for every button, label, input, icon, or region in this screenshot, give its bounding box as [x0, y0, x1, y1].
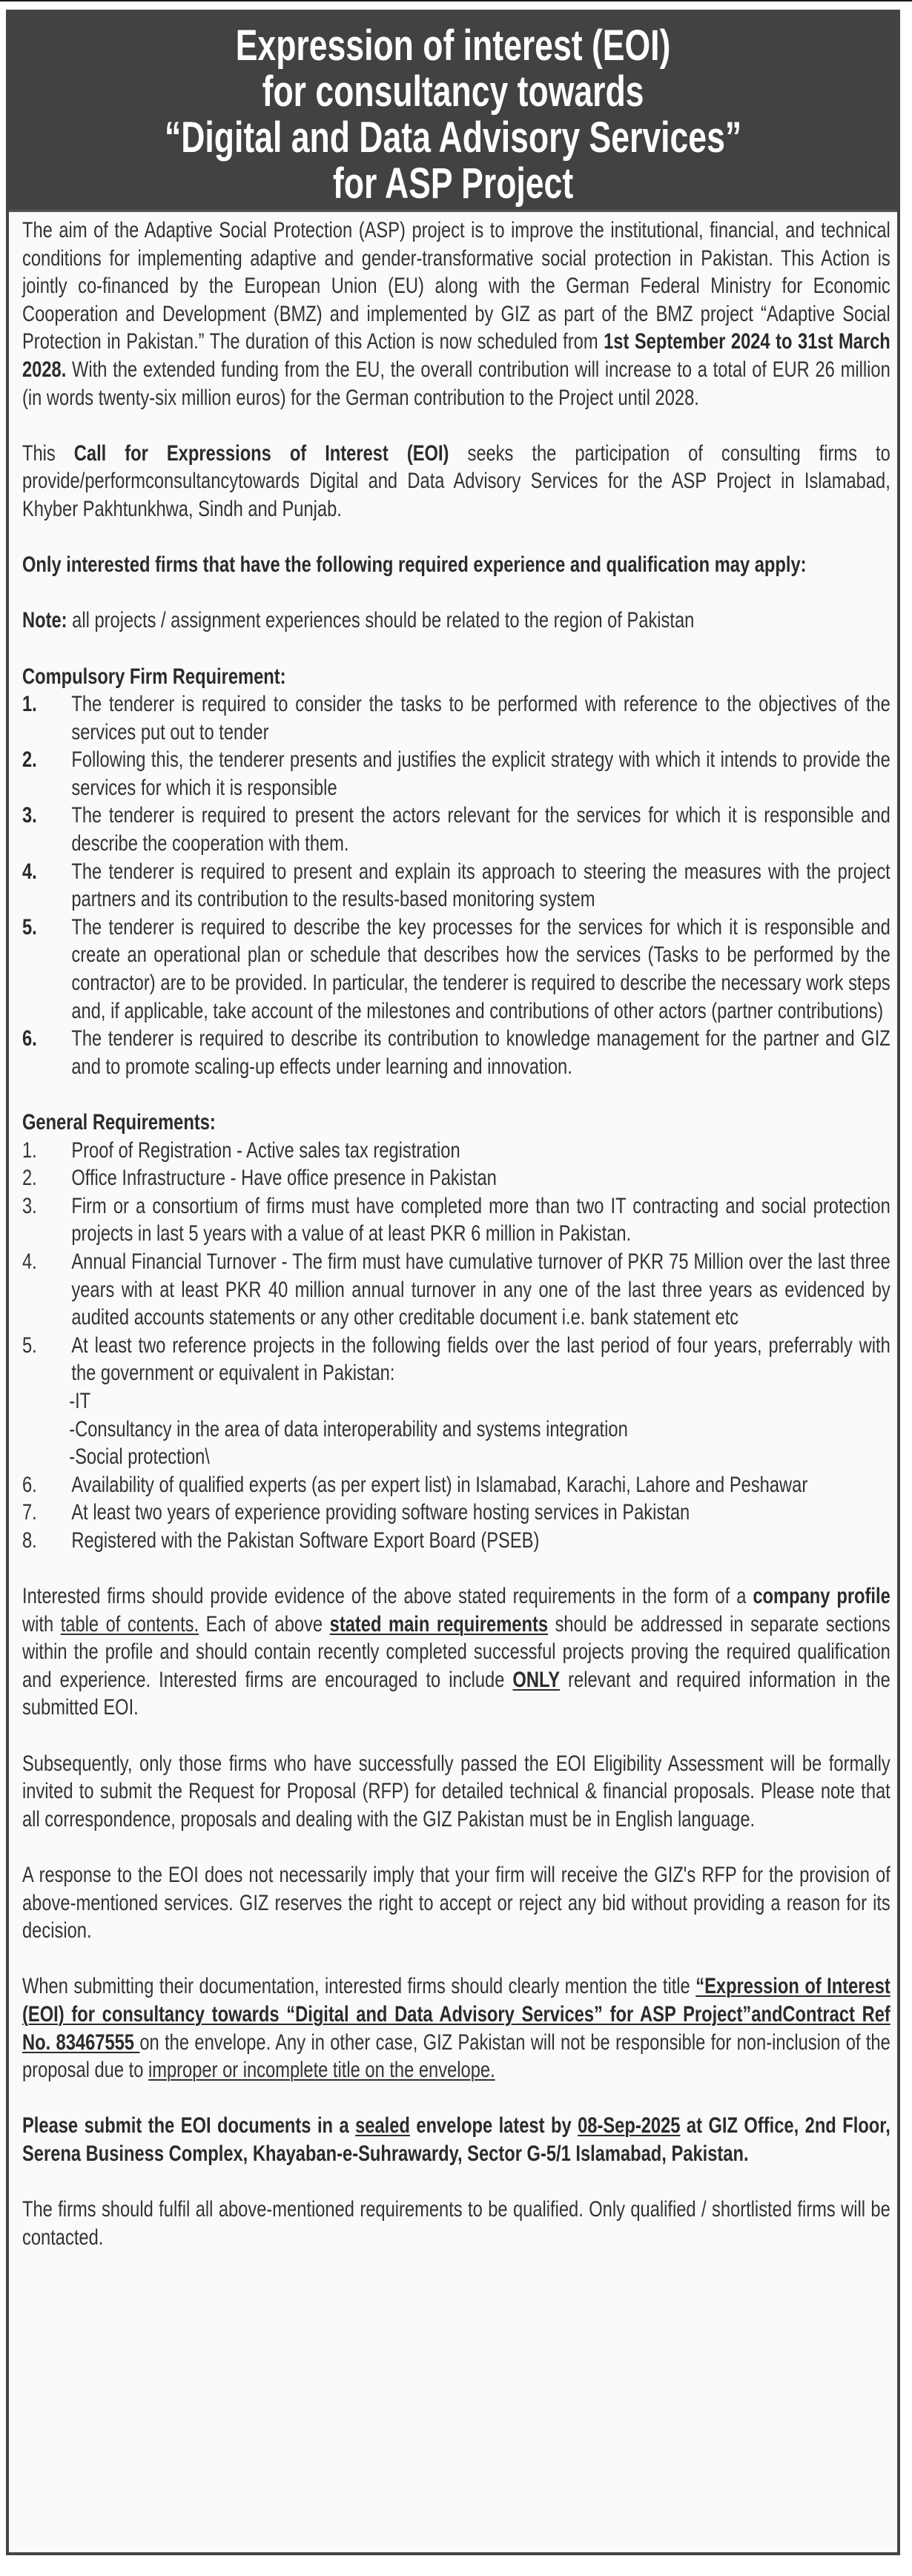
- list-item: [22, 1332, 890, 1471]
- list-item: [22, 1025, 890, 1080]
- eoi-notice: [6, 10, 900, 2555]
- evidence-text: Interested firms should provide evidence of the above stated requirements in the form of a: [22, 1584, 753, 1609]
- submission-paragraph: [22, 2112, 890, 2167]
- item-number: 4.: [22, 1249, 37, 1274]
- item-text: The tenderer is required to consider the tasks to be performed with reference to the objectives of the services put out to tender: [71, 692, 890, 744]
- item-number: 1.: [22, 1137, 37, 1163]
- closing-paragraph: The firms should fulfil all above-mentioned requirements to be qualified. Only qualified / shortlisted firms will be contacted.: [22, 2197, 890, 2250]
- response-paragraph: A response to the EOI does not necessarily imply that your firm will receive the GIZ's RFP for the provision of above-mentioned services. GIZ reserves the right to accept or reject any bid without providing a reason for its decision.: [22, 1863, 890, 1943]
- notice-body-content: [22, 217, 890, 2251]
- item-number: 3.: [22, 1193, 37, 1218]
- item-number: 1.: [22, 692, 37, 717]
- title-line: “Digital and Data Advisory Services”: [164, 113, 742, 162]
- list-item: [22, 802, 890, 857]
- item-text: The tenderer is required to present and explain its approach to steering the measures with the project partners and its contribution to the results-based monitoring system: [71, 859, 890, 912]
- compulsory-list: [22, 690, 890, 1080]
- submission-address: at GIZ Office, 2nd Floor, Serena Business Complex, Khayaban-e-Suhrawardy, Sector G-5/1 Islamabad, Pakistan.: [22, 2113, 890, 2166]
- note-paragraph: [22, 607, 890, 635]
- reference-field: -Consultancy in the area of data interoperability and systems integration: [69, 1416, 628, 1441]
- project-duration: 1st September 2024 to 31st March 2028.: [22, 329, 890, 382]
- reference-fields: [71, 1387, 890, 1471]
- list-item: [22, 858, 890, 914]
- reference-field: -Social protection\: [69, 1444, 210, 1470]
- company-profile-emphasis: company profile: [753, 1584, 890, 1609]
- reference-field: -IT: [69, 1388, 91, 1413]
- item-text: The tenderer is required to describe the key processes for the services for which it is responsible and create an operational plan or schedule that describes how the services (Tasks to be performed by the contractor) are to be provided. In particular, the tenderer is required to describe the necessary work steps and, if applicable, take account of the milestones and contributions of other actors (partner contributions): [71, 914, 890, 1023]
- intro-text: The aim of the Adaptive Social Protection (ASP) project is to improve the institutional, financial, and technical conditions for implementing adaptive and gender-transformative social protection in Pakistan. This Action is jointly co-financed by the European Union (EU) along with the German Federal Ministry for Economic Cooperation and Development (BMZ) and implemented by GIZ as part of the BMZ project “Adaptive Social Protection in Pakistan.” The duration of this Action is now scheduled from: [22, 218, 890, 354]
- note-label: Note:: [22, 608, 67, 633]
- general-list: [22, 1137, 890, 1555]
- item-number: 8.: [22, 1528, 37, 1553]
- subsequently-paragraph: Subsequently, only those firms who have successfully passed the EOI Eligibility Assessment will be formally invited to submit the Request for Proposal (RFP) for detailed technical & financial proposals. Please note that all correspondence, proposals and dealing with the GIZ Pakistan must be in English language.: [22, 1751, 890, 1832]
- list-item: [22, 690, 890, 746]
- item-number: 2.: [22, 1166, 37, 1191]
- item-number: 3.: [22, 803, 37, 828]
- title-line: for consultancy towards: [262, 67, 644, 116]
- notice-title: [9, 23, 897, 207]
- list-item: [22, 746, 890, 802]
- item-text: The tenderer is required to describe its contribution to knowledge management for the partner and GIZ and to promote scaling-up effects under learning and innovation.: [71, 1026, 890, 1079]
- list-item: [22, 1164, 890, 1192]
- evidence-text: with: [22, 1611, 61, 1637]
- item-text: Office Infrastructure - Have office presence in Pakistan: [71, 1166, 497, 1191]
- evidence-text: relevant and required information in the submitted EOI.: [22, 1667, 890, 1720]
- item-number: 7.: [22, 1500, 37, 1525]
- notice-header: [9, 13, 897, 210]
- item-number: 5.: [22, 914, 37, 939]
- evidence-paragraph: [22, 1582, 890, 1722]
- call-title: Call for Expressions of Interest (EOI): [73, 440, 449, 466]
- top-rule: [0, 0, 912, 1]
- intro-text-continued: With the extended funding from the EU, the overall contribution will increase to a total of EUR 26 million (in words twenty-six million euros) for the German contribution to the Project until 2028.: [22, 357, 890, 410]
- item-text: Proof of Registration - Active sales tax registration: [71, 1137, 460, 1163]
- list-item: [22, 914, 890, 1025]
- call-paragraph: [22, 440, 890, 524]
- call-text: seeks the participation of consulting firms to provide/performconsultancytowards Digital and Data Advisory Services for the ASP Project in Islamabad, Khyber Pakhtunkhwa, Sindh and Punjab.: [22, 440, 890, 521]
- only-emphasis: ONLY: [512, 1667, 561, 1692]
- envelope-paragraph: [22, 1972, 890, 2084]
- evidence-text: Each of above: [199, 1611, 330, 1637]
- submission-text: envelope latest by: [409, 2113, 578, 2139]
- envelope-text: on the envelope. Any in other case, GIZ Pakistan will not be responsible for non-inclusion of the proposal due to: [22, 2030, 890, 2083]
- notice-body: [9, 210, 897, 2552]
- item-text: Registered with the Pakistan Software Export Board (PSEB): [71, 1528, 540, 1553]
- item-number: 2.: [22, 747, 37, 773]
- sealed-emphasis: sealed: [355, 2113, 410, 2139]
- submission-text: Please submit the EOI documents in a: [22, 2113, 356, 2139]
- list-item: [22, 1248, 890, 1332]
- compulsory-heading: Compulsory Firm Requirement:: [22, 664, 286, 689]
- envelope-text: When submitting their documentation, interested firms should clearly mention the title: [22, 1974, 696, 1999]
- list-item: [22, 1192, 890, 1248]
- list-item: [22, 1137, 890, 1165]
- item-text: Annual Financial Turnover - The firm must have cumulative turnover of PKR 75 Million over the last three years with at least PKR 40 million annual turnover in any one of the last three years as evidenced by audited accounts statements or any other creditable document i.e. bank statement etc: [71, 1249, 890, 1330]
- evidence-text: should be addressed in separate sections within the profile and should contain recently completed successful projects proving the required qualification and experience. Interested firms are encouraged to include: [22, 1611, 890, 1692]
- eligibility-statement: Only interested firms that have the following required experience and qualification may apply:: [22, 552, 807, 578]
- item-number: 5.: [22, 1332, 37, 1358]
- item-text: Availability of qualified experts (as per expert list) in Islamabad, Karachi, Lahore and Peshawar: [71, 1472, 808, 1497]
- item-text: The tenderer is required to present the actors relevant for the services for which it is responsible and describe the cooperation with them.: [71, 803, 890, 856]
- item-text: Following this, the tenderer presents and justifies the explicit strategy with which it intends to provide the services for which it is responsible: [71, 747, 890, 800]
- improper-title-emphasis: improper or incomplete title on the envelope.: [148, 2058, 495, 2083]
- list-item: [22, 1471, 890, 1499]
- list-item: [22, 1499, 890, 1527]
- item-number: 4.: [22, 859, 37, 884]
- stated-requirements-emphasis: stated main requirements: [329, 1611, 549, 1637]
- call-prefix: This: [22, 440, 74, 466]
- list-item: [22, 1527, 890, 1555]
- intro-paragraph: [22, 217, 890, 412]
- item-number: 6.: [22, 1472, 37, 1497]
- item-text: Firm or a consortium of firms must have completed more than two IT contracting and social protection projects in last 5 years with a value of at least PKR 6 million in Pakistan.: [71, 1193, 890, 1246]
- item-number: 6.: [22, 1026, 37, 1051]
- note-text: all projects / assignment experiences should be related to the region of Pakistan: [67, 608, 695, 633]
- title-line: Expression of interest (EOI): [235, 22, 671, 70]
- item-text: At least two reference projects in the following fields over the last period of four years, preferrably with the government or equivalent in Pakistan:: [71, 1332, 890, 1386]
- table-of-contents-emphasis: table of contents.: [60, 1611, 199, 1637]
- general-heading: General Requirements:: [22, 1110, 216, 1135]
- title-line: for ASP Project: [332, 159, 574, 208]
- deadline-date: 08-Sep-2025: [578, 2113, 681, 2139]
- envelope-title-emphasis: “Expression of Interest (EOI) for consultancy towards “Digital and Data Advisory Services” for ASP Project”andContract Ref No. 83467555: [22, 1974, 890, 2055]
- item-text: At least two years of experience providing software hosting services in Pakistan: [71, 1500, 690, 1525]
